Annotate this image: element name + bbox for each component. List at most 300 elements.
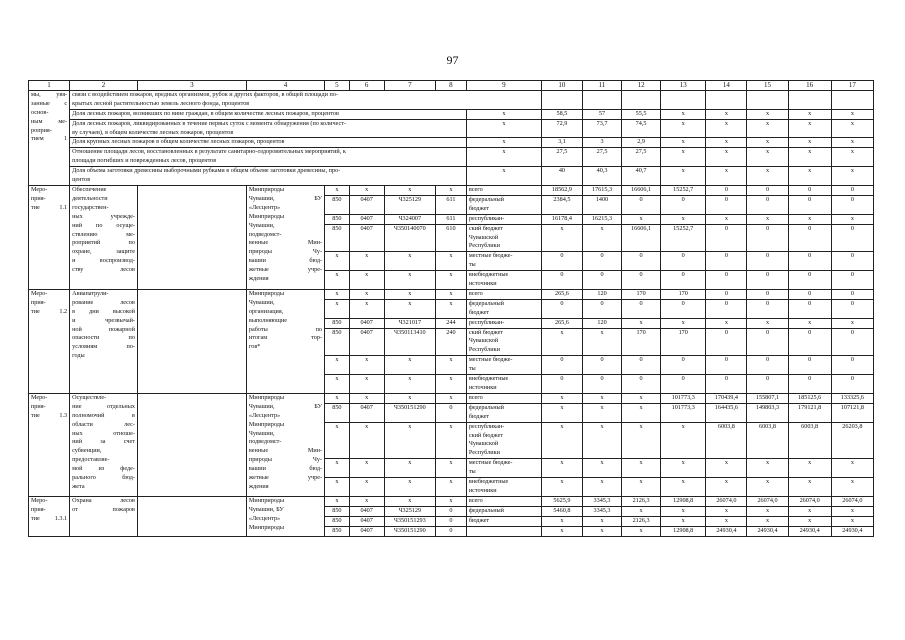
table-cell: 0 [831,375,873,394]
table-cell: x [325,478,350,497]
cell-line: опасности по [72,334,135,342]
measure-row [29,496,874,506]
funding-source [466,422,541,459]
table-cell: x [622,393,661,403]
table-cell: x [325,299,350,318]
table-cell: x [349,496,384,506]
cell-line: ты [468,261,476,269]
cell-line: Меро- [31,289,48,297]
table-cell: 73,7 [582,119,621,138]
table-cell: x [831,459,873,478]
table-cell: 0 [541,356,582,375]
table-cell: 240 [436,328,467,356]
cell-line: источники [468,280,497,288]
table-cell: 101773,3 [661,403,706,422]
cell-line: «Лесцентр» [248,514,281,522]
table-cell: Ч321017 [384,318,435,328]
table-cell: x [747,119,788,138]
table-cell: x [466,167,541,186]
table-cell: x [622,403,661,422]
table-cell: x [436,252,467,271]
cell-line: Минприроды [248,212,285,220]
table-cell: 0 [541,271,582,290]
table-cell: x [661,422,706,459]
cell-line: подведомст- [248,230,282,238]
indicator-row [29,167,874,186]
cell-line: прия- [31,505,46,513]
table-cell: x [582,516,621,526]
table-cell: x [622,459,661,478]
cell-line: федеральный [468,195,504,203]
cell-line: Обеспечение [72,185,107,193]
cell-line: ский бюджет [468,431,504,439]
table-cell: 611 [436,195,467,214]
cell-line: Чувашской [468,233,499,241]
cell-line: и чрезвычай- [72,316,135,324]
table-cell: 26074,0 [706,496,747,506]
measure-label [29,393,70,496]
funding-source [466,224,541,252]
table-cell: 0 [831,328,873,356]
table-cell: 0 [788,271,831,290]
table-cell: x [384,459,435,478]
cell-line: Чувашии, [248,221,275,229]
table-cell: x [436,356,467,375]
table-cell: 0 [706,195,747,214]
table-cell: 0 [747,356,788,375]
cell-line: ждения [248,275,269,283]
table-cell: x [747,167,788,186]
cell-line: ский бюджет [468,328,504,336]
table-cell: 0 [622,356,661,375]
cell-line: ний за счет [72,438,135,446]
table-cell: Ч350151290 [384,526,435,536]
cell-line: Чувашии, [248,298,275,306]
col-num: 15 [747,81,788,91]
table-cell: x [661,148,706,167]
funding-source: бюджет [466,516,541,526]
indicator-text: Доля крупных лесных пожаров в общем количестве лесных пожаров, процентов [70,138,467,148]
table-cell: 72,9 [541,119,582,138]
table-cell: x [747,506,788,516]
table-cell: x [436,299,467,318]
table-cell: x [831,318,873,328]
table-cell: x [349,356,384,375]
cell-line: мой из феде- [72,465,135,473]
cell-line: от пожаров [72,505,135,513]
table-cell: x [349,393,384,403]
funding-source: всего [466,289,541,299]
table-cell: 27,5 [541,148,582,167]
table-cell: x [384,185,435,195]
cell-line: годы [72,352,85,360]
indicator-text [70,90,542,109]
funding-source: всего [466,393,541,403]
table-cell: 164435,6 [706,403,747,422]
cell-line: Отношение площади лесов, восстановленных в результате санитарно-оздоровительных мероприятий, к [72,148,346,156]
indicator-row [29,109,874,119]
table-cell: 27,5 [582,148,621,167]
table-cell: x [706,138,747,148]
cell-line: тие 1.1 [31,203,68,211]
table-cell: Ч324007 [384,214,435,224]
table-cell: x [325,185,350,195]
table-cell: 170 [622,328,661,356]
table-cell: 850 [325,195,350,214]
table-cell: x [384,289,435,299]
table-cell: x [582,459,621,478]
cell-line: основ- [31,108,49,116]
table-cell: 0 [831,271,873,290]
table-cell: 0407 [349,214,384,224]
cell-line: прия- [31,298,46,306]
table-cell: 27,5 [622,148,661,167]
table-cell: x [788,478,831,497]
table-cell: 107121,8 [831,403,873,422]
cell-line: Авиапатрули- [72,289,109,297]
cell-line: тие 1.2 [31,307,68,315]
table-cell: 170 [661,328,706,356]
table-cell: 24930,4 [831,526,873,536]
table-cell: x [706,459,747,478]
table-cell: 74,5 [622,119,661,138]
table-cell: x [706,318,747,328]
table-cell: x [466,138,541,148]
cell-line: ной пожарной [72,325,135,333]
funding-source: федеральный [466,506,541,516]
table-cell: 244 [436,318,467,328]
table-cell: 0407 [349,403,384,422]
table-cell: x [622,214,661,224]
table-cell: x [706,214,747,224]
table-cell: x [325,289,350,299]
measure-name [70,393,138,496]
table-cell: 170 [661,289,706,299]
table-cell: 0 [541,299,582,318]
cell-line: Чувашии, БУ [248,402,323,410]
table-cell: x [622,506,661,516]
table-cell: 0 [582,252,621,271]
table-cell: x [706,109,747,119]
measure-executor [246,393,324,496]
table-cell: 0 [541,375,582,394]
table-cell: 120 [582,318,621,328]
table-cell: 0 [747,375,788,394]
cell-line: предоставляе- [72,456,110,464]
cell-line: тие 1.3 [31,411,68,419]
cell-line: и воспроизвод- [72,257,135,265]
funding-source [466,478,541,497]
table-cell: 16606,1 [622,224,661,252]
cell-line: Охрана лесов [72,496,135,504]
funding-source [466,403,541,422]
table-cell: x [706,516,747,526]
col-num: 14 [706,81,747,91]
cell-line: тие 1.3.1 [31,514,68,522]
table-cell: 0 [747,195,788,214]
table-cell: x [325,271,350,290]
cell-line: Республики [468,242,500,250]
table-cell: 0 [436,516,467,526]
funding-source [466,356,541,375]
table-cell: Ч350140070 [384,224,435,252]
cell-line: природы Чу- [248,456,323,464]
cell-line: ние отдельных [72,402,135,410]
table-cell: x [582,403,621,422]
table-cell: 850 [325,516,350,526]
cell-line: Минприроды [248,393,285,401]
table-cell: x [349,459,384,478]
table-cell: 16178,4 [541,214,582,224]
table-cell: x [661,478,706,497]
table-cell: 850 [325,403,350,422]
table-cell: Ч325129 [384,195,435,214]
table-cell: x [325,393,350,403]
table-cell: x [661,506,706,516]
table-cell: x [582,328,621,356]
table-cell: 611 [436,214,467,224]
col-num: 17 [831,81,873,91]
table-cell: 149803,3 [747,403,788,422]
cell-line: жета [72,482,85,490]
indicator-text [70,148,467,167]
measure-executor [246,289,324,393]
cell-line: выполняющие [248,316,287,324]
table-cell: 0407 [349,318,384,328]
cell-line: Минприроды [248,289,285,297]
table-cell: x [384,393,435,403]
table-cell: x [747,214,788,224]
table-cell: x [325,422,350,459]
table-cell: 0 [706,224,747,252]
table-cell: 0 [788,289,831,299]
table-cell: 40,3 [582,167,621,186]
table-cell: 0407 [349,224,384,252]
table-cell: 133325,6 [831,393,873,403]
indicator-text [70,167,467,186]
table-cell: 0 [788,328,831,356]
table-cell: x [788,119,831,138]
measure-name [70,185,138,289]
table-cell: 850 [325,318,350,328]
table-cell: 2126,3 [622,516,661,526]
cell-line: ждения [248,482,269,490]
measure-row [29,289,874,299]
cell-line: ний по осуще- [72,221,135,229]
table-cell: 170439,4 [706,393,747,403]
table-cell: 16215,3 [582,214,621,224]
col-num: 11 [582,81,621,91]
table-cell: x [747,109,788,119]
cell-line: занные с [31,99,68,107]
table-cell: x [541,459,582,478]
table-cell: 24930,4 [747,526,788,536]
table-cell: 0407 [349,506,384,516]
cell-line: источники [468,384,497,391]
table-cell: x [582,422,621,459]
table-cell: x [661,516,706,526]
table-cell: x [706,119,747,138]
table-cell: x [661,167,706,186]
cell-line: «Лесцентр» [248,411,281,419]
table-cell: x [541,516,582,526]
cell-line: подведомст- [248,438,282,446]
table-cell: x [436,289,467,299]
table-cell: x [788,506,831,516]
table-cell: 0 [747,289,788,299]
table-cell: x [325,459,350,478]
table-cell: x [384,356,435,375]
funding-source: республикан- [466,214,541,224]
table-cell: x [436,422,467,459]
cell-line: бюджет [468,204,490,212]
col-num: 10 [541,81,582,91]
cell-line: ным ме- [31,117,68,125]
table-cell: x [541,403,582,422]
table-cell: 0 [747,328,788,356]
col-num: 13 [661,81,706,91]
table-cell: 0 [622,271,661,290]
table-cell: x [622,526,661,536]
page-number: 97 [446,53,459,67]
table-cell: 0 [622,375,661,394]
table-cell: 850 [325,214,350,224]
cell-line: местные бюдже- [468,356,513,364]
table-cell: 0 [831,195,873,214]
table-cell: x [747,516,788,526]
table-cell: x [384,271,435,290]
cell-line: Минприроды [248,420,285,428]
table-cell: x [788,459,831,478]
table-cell: 0 [831,289,873,299]
col-num: 3 [137,81,246,91]
table-cell: x [582,478,621,497]
cell-line: Меро- [31,185,48,193]
table-cell: x [541,422,582,459]
measure-executor [246,496,324,536]
cell-line: охране, защите [72,248,135,256]
table-cell: 2,9 [622,138,661,148]
table-cell: 3 [582,138,621,148]
table-cell: 265,6 [541,318,582,328]
cell-line: Чувашии, [248,429,275,437]
table-cell: 0 [436,506,467,516]
funding-source: всего [466,185,541,195]
cell-line: ский бюджет [468,224,504,232]
cell-line: Республики [468,346,500,354]
table-cell: 55,5 [622,109,661,119]
table-cell: 3345,3 [582,506,621,516]
cell-line: федеральный [468,403,504,411]
table-cell: x [384,496,435,506]
table-cell: x [349,478,384,497]
cell-line: местные бюдже- [468,459,513,467]
cell-line: вашии бюд- [248,465,323,473]
table-cell: 0 [788,356,831,375]
funding-source [466,328,541,356]
table-cell: x [325,375,350,394]
table-cell: Ч350151293 [384,516,435,526]
table-cell: x [831,138,873,148]
funding-source [466,252,541,271]
table-cell: 265,6 [541,289,582,299]
funding-source [466,271,541,290]
table-cell: 170 [622,289,661,299]
cell-line: ты [468,365,476,373]
indicator-row [29,90,874,109]
table-cell: 58,5 [541,109,582,119]
cell-line: роприятий по [72,239,135,247]
funding-source: республикан- [466,318,541,328]
cell-line: области лес- [72,420,135,428]
cell-line: прия- [31,402,46,410]
table-cell: x [747,138,788,148]
indicator-row [29,119,874,138]
table-cell: 0407 [349,526,384,536]
col-num: 12 [622,81,661,91]
table-cell: x [436,459,467,478]
cell-line: крытых лесной растительностью земель лесного фонда, процентов [72,99,250,107]
table-cell: x [831,109,873,119]
table-cell: 17615,3 [582,185,621,195]
cell-line: мы, увя- [31,90,68,98]
table-cell: x [582,526,621,536]
measure-name [70,289,138,393]
table-cell: x [466,109,541,119]
table-cell: 0407 [349,328,384,356]
indicator-row [29,148,874,167]
table-cell: x [582,393,621,403]
cell-line: ву случаев), в общем количестве лесных пожаров, процентов [72,128,234,136]
cell-line: связи с воздействием пожаров, вредных организмов, рубок и других факторов, в общей площади по- [72,90,339,98]
table-cell: 0 [706,289,747,299]
table-cell: 40 [541,167,582,186]
table-cell: Ч350113410 [384,328,435,356]
table-cell: 0 [788,252,831,271]
table-cell: 0 [831,252,873,271]
table-cell: 185125,6 [788,393,831,403]
table-cell: x [384,299,435,318]
cell-line: бюджет [468,308,490,316]
table-cell: 850 [325,328,350,356]
cell-line: вашии бюд- [248,257,323,265]
table-cell: 0 [747,299,788,318]
cell-line: субвенции, [72,447,102,455]
table-cell: x [661,119,706,138]
table-cell: 0 [582,299,621,318]
table-cell: 0 [788,224,831,252]
cell-line: местные бюдже- [468,252,513,260]
table-cell: x [582,224,621,252]
table-cell: 0 [622,252,661,271]
table-cell: 0 [706,328,747,356]
table-cell: 0 [706,375,747,394]
table-cell: 179121,8 [788,403,831,422]
table-cell: 0 [706,271,747,290]
table-cell: 850 [325,526,350,536]
table-cell: x [788,148,831,167]
cell-line: жетные учре- [248,474,323,482]
table-cell: 15252,7 [661,224,706,252]
table-cell: x [788,138,831,148]
table-cell: x [436,375,467,394]
cell-line: внебюджетные [468,478,509,486]
table-cell: x [788,214,831,224]
table-cell: 24930,4 [788,526,831,536]
table-cell: x [541,328,582,356]
table-cell: x [831,506,873,516]
cell-line: внебюджетные [468,375,509,383]
